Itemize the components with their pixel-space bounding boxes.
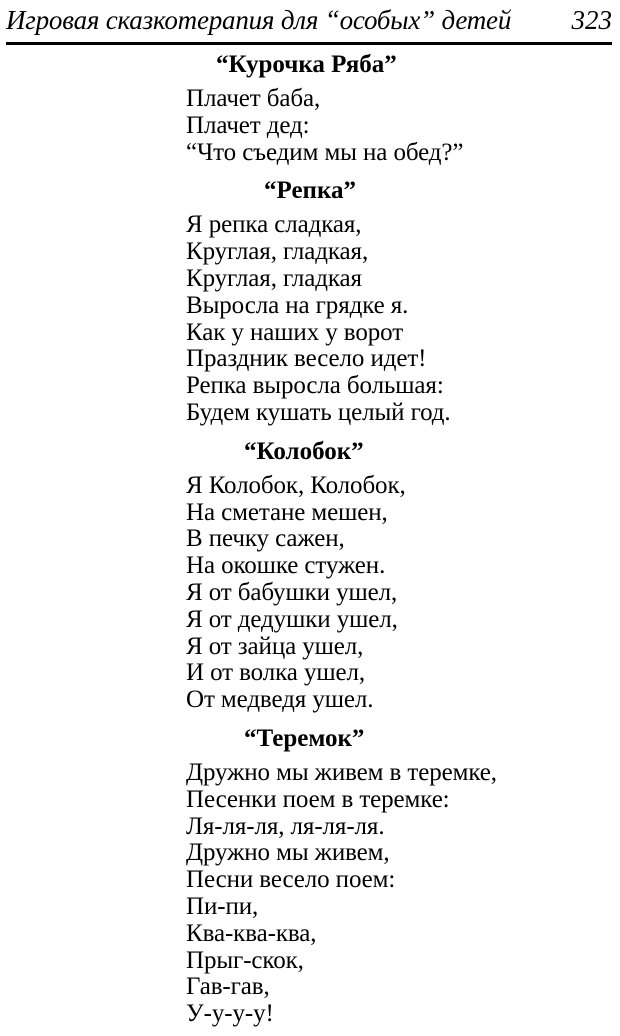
poem-line: Будем кушать целый год.: [186, 398, 451, 426]
poem-repka: [186, 174, 606, 426]
poem-line: Дружно мы живем в теремке,: [186, 758, 497, 786]
running-header: [6, 2, 612, 45]
poem-line: Песни весело поем:: [186, 866, 396, 894]
poem-line: Пи-пи,: [186, 892, 259, 920]
poem-line: На сметане мешен,: [186, 498, 388, 526]
poem-line: Круглая, гладкая: [186, 264, 362, 292]
poem-line: Как у наших у ворот: [186, 318, 404, 346]
poem-line: Плачет дед:: [186, 111, 310, 139]
running-title: Игровая сказкотерапия для “особых” детей: [6, 5, 512, 35]
poem-line: Ква-ква-ква,: [186, 919, 317, 947]
poem-line: От медведя ушел.: [186, 686, 374, 714]
poems-content: [186, 48, 606, 1036]
poem-line: Прыг-скок,: [186, 946, 304, 974]
poem-line: Я репка сладкая,: [186, 211, 362, 239]
poem-lines: [186, 760, 606, 1028]
poem-line: Праздник весело идет!: [186, 345, 427, 373]
poem-line: Я от бабушки ушел,: [186, 578, 398, 606]
poem-lines: [186, 212, 606, 426]
page-number: 323: [571, 5, 612, 35]
poem-line: “Что съедим мы на обед?”: [186, 138, 464, 166]
poem-line: У-у-у-у!: [186, 1000, 274, 1028]
poem-teremok: [186, 722, 606, 1028]
poem-lines: [186, 86, 606, 166]
poem-kurochka-ryaba: [186, 48, 606, 166]
poem-line: Гав-гав,: [186, 973, 270, 1001]
poem-line: Круглая, гладкая,: [186, 238, 369, 266]
poem-title: “Теремок”: [244, 724, 365, 752]
poem-line: И от волка ушел,: [186, 659, 366, 687]
poem-lines: [186, 473, 606, 714]
poem-kolobok: [186, 435, 606, 714]
poem-line: Песенки поем в теремке:: [186, 785, 450, 813]
poem-line: Я Колобок, Колобок,: [186, 471, 406, 499]
poem-title: “Колобок”: [244, 437, 364, 465]
poem-title: “Курочка Ряба”: [216, 51, 397, 78]
poem-line: На окошке стужен.: [186, 552, 386, 580]
poem-line: Ля-ля-ля, ля-ля-ля.: [186, 812, 385, 840]
poem-line: Плачет баба,: [186, 85, 321, 112]
poem-line: Я от зайца ушел,: [186, 632, 364, 660]
poem-line: Я от дедушки ушел,: [186, 605, 398, 633]
poem-line: Выросла на грядке я.: [186, 291, 409, 319]
poem-title: “Репка”: [264, 177, 356, 205]
poem-line: Дружно мы живем,: [186, 839, 390, 867]
poem-line: Репка выросла большая:: [186, 372, 444, 400]
poem-line: В печку сажен,: [186, 525, 345, 553]
